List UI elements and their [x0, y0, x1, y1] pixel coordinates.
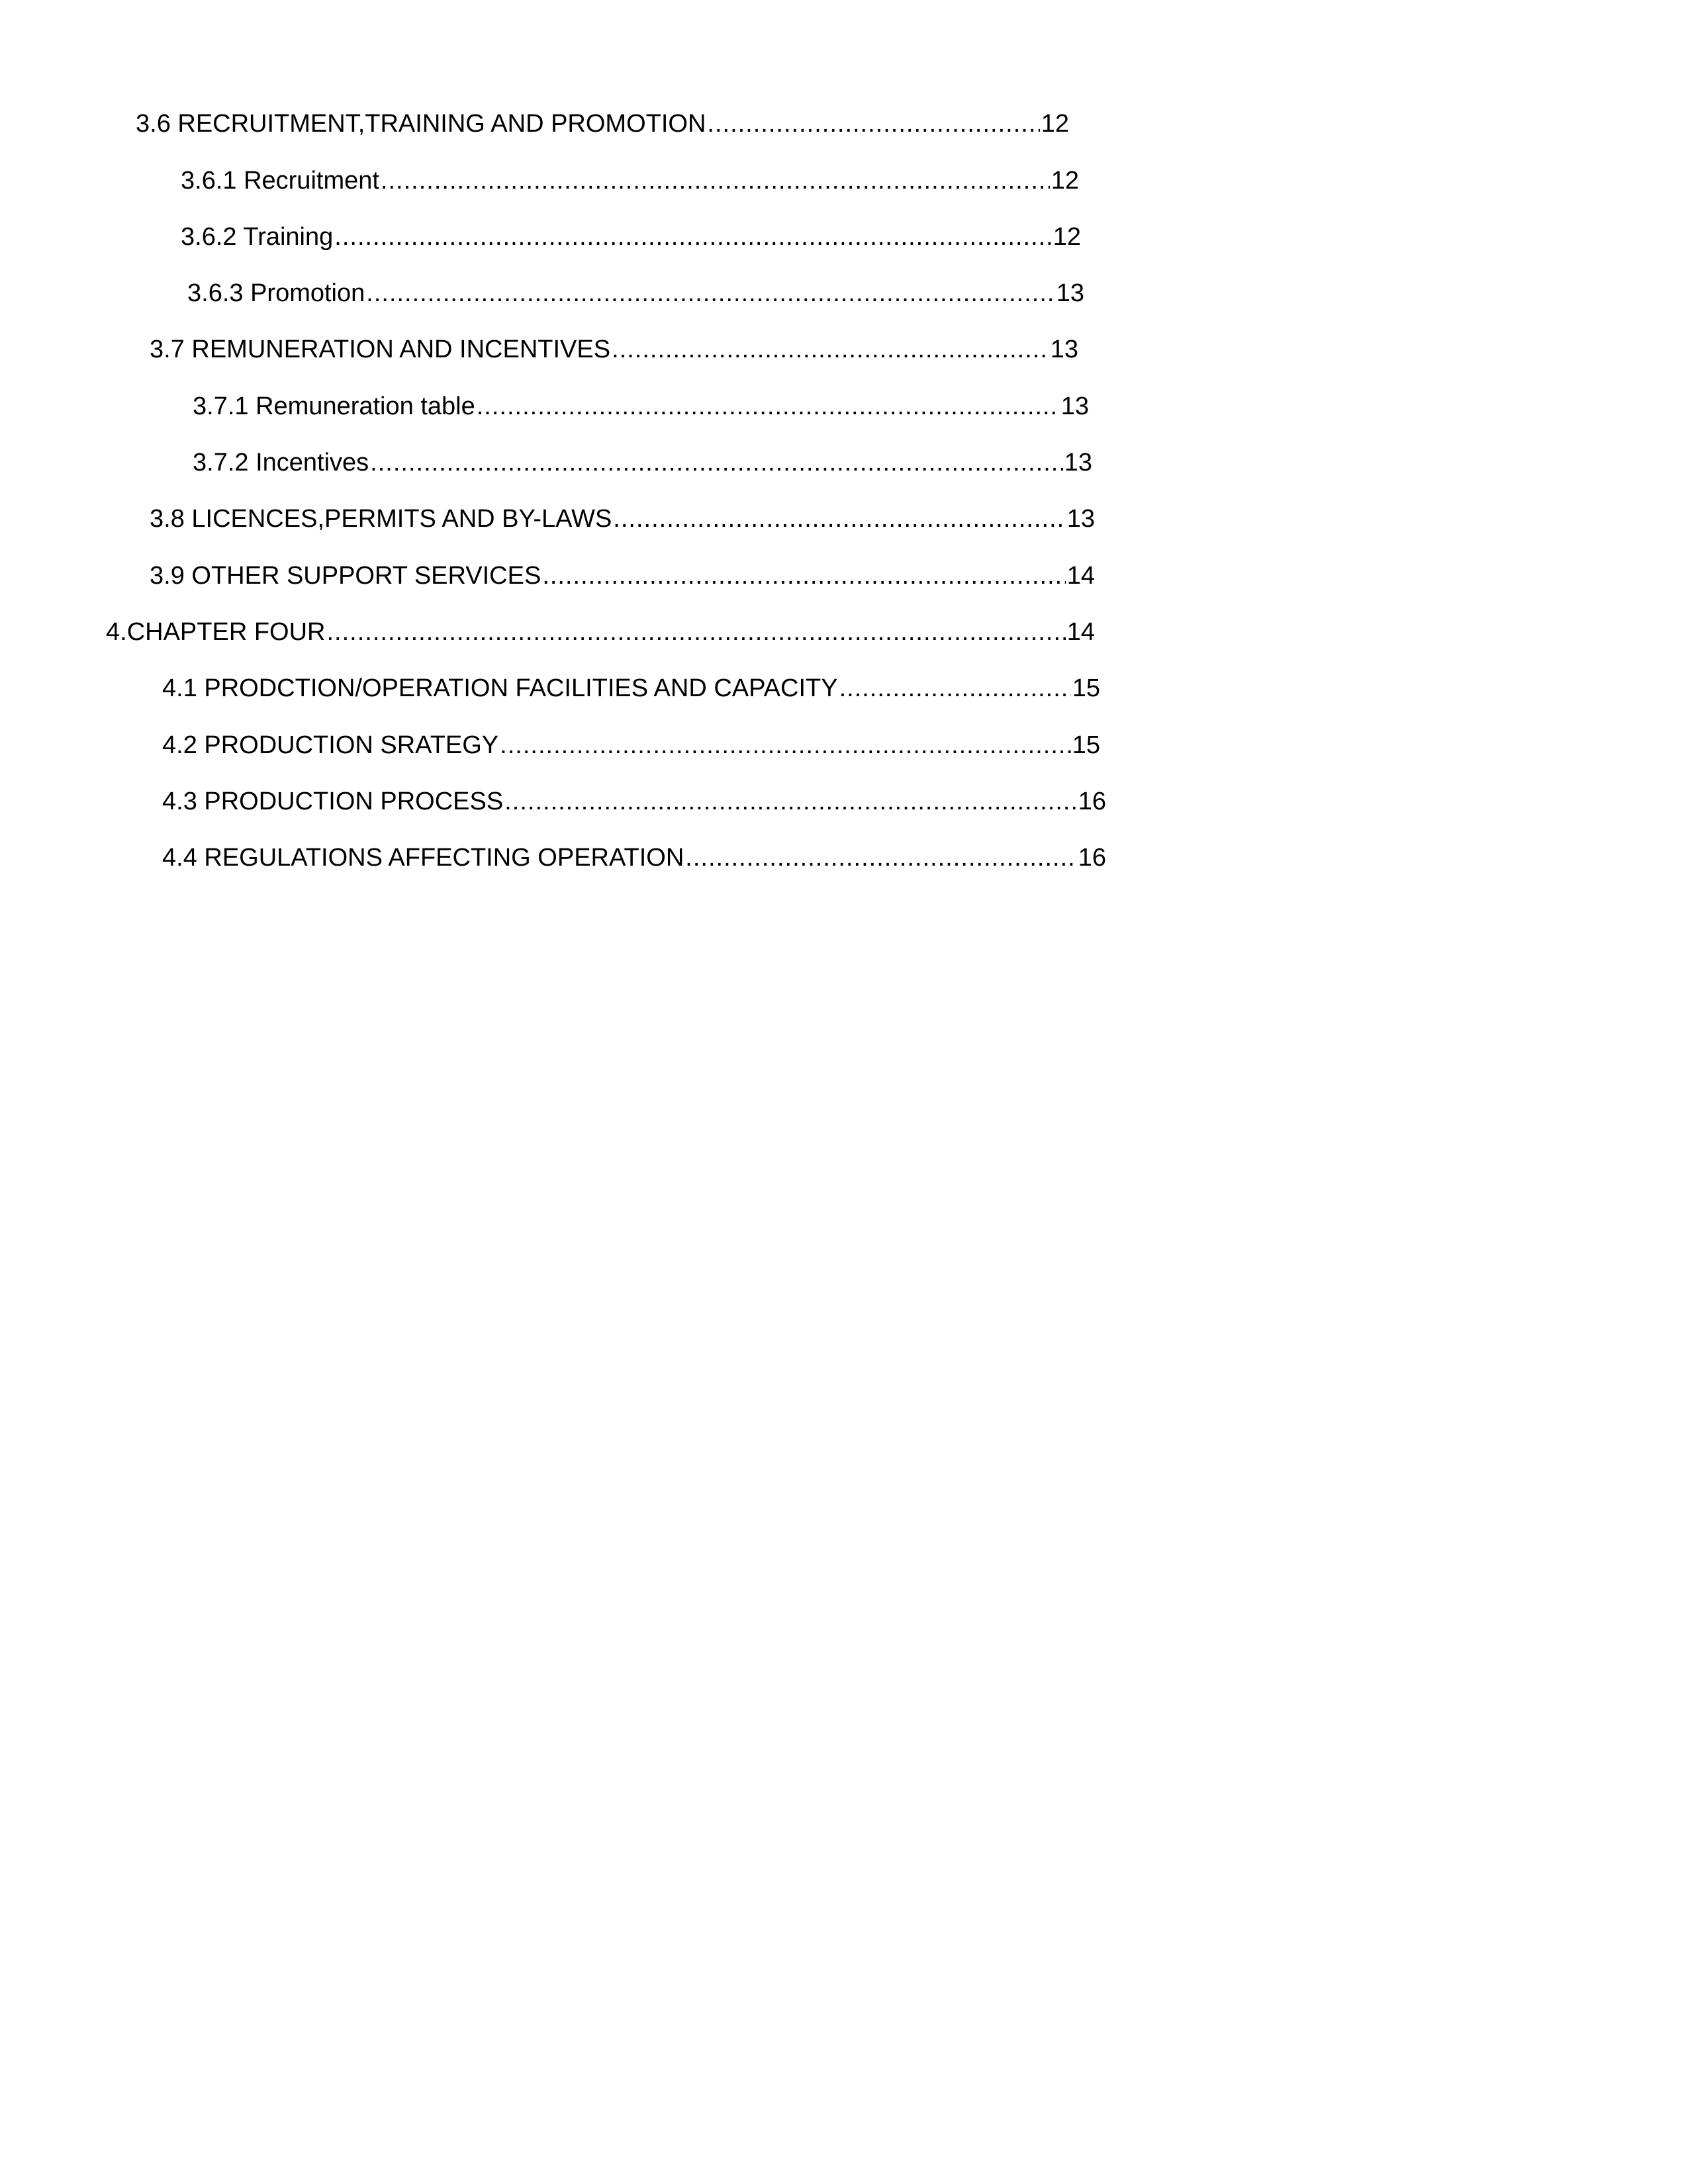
- toc-entry-label: 3.6 RECRUITMENT,TRAINING AND PROMOTION: [136, 110, 706, 138]
- toc-entry-4-3: [162, 785, 1106, 818]
- toc-entry-3-8: [150, 502, 1095, 535]
- toc-entry-3-7-2: [193, 446, 1092, 479]
- toc-dot-leader: [326, 615, 1065, 649]
- toc-page-number: 14: [1066, 562, 1095, 590]
- toc-entry-3-7-1: [193, 390, 1089, 423]
- toc-dot-leader: [542, 559, 1065, 592]
- toc-page-number: 12: [1053, 223, 1081, 251]
- toc-entry-chapter-four: [106, 615, 1095, 649]
- toc-page-number: 13: [1064, 449, 1092, 477]
- toc-entry-label: 3.9 OTHER SUPPORT SERVICES: [150, 562, 541, 590]
- toc-dot-leader: [839, 672, 1071, 705]
- toc-dot-leader: [381, 164, 1050, 197]
- toc-page-number: 15: [1072, 731, 1100, 759]
- toc-entry-3-9: [150, 559, 1095, 592]
- toc-page-number: 14: [1066, 618, 1095, 646]
- toc-page-number: 13: [1060, 392, 1089, 420]
- toc-entry-4-1: [162, 672, 1100, 705]
- toc-dot-leader: [613, 502, 1065, 535]
- toc-entry-3-6: [136, 107, 1069, 140]
- toc-entry-label: 3.7 REMUNERATION AND INCENTIVES: [150, 336, 611, 363]
- toc-dot-leader: [334, 220, 1051, 253]
- toc-entry-label: 3.6.2 Training: [181, 223, 334, 251]
- toc-dot-leader: [370, 446, 1063, 479]
- toc-dot-leader: [612, 333, 1049, 366]
- toc-entry-label: 3.6.1 Recruitment: [181, 167, 379, 195]
- toc-entry-label: 4.2 PRODUCTION SRATEGY: [162, 731, 499, 759]
- toc-entry-4-4: [162, 841, 1106, 874]
- toc-entry-label: 3.6.3 Promotion: [187, 279, 365, 307]
- toc-entry-label: 3.8 LICENCES,PERMITS AND BY-LAWS: [150, 505, 612, 533]
- toc-dot-leader: [477, 390, 1060, 423]
- toc-entry-label: 4.3 PRODUCTION PROCESS: [162, 788, 504, 815]
- toc-page-number: 13: [1056, 279, 1084, 307]
- toc-entry-label: 3.7.1 Remuneration table: [193, 392, 475, 420]
- toc-dot-leader: [685, 841, 1076, 874]
- toc-dot-leader: [500, 729, 1071, 762]
- table-of-contents: [0, 0, 1688, 927]
- toc-entry-3-7: [150, 333, 1078, 366]
- toc-entry-4-2: [162, 729, 1100, 762]
- toc-entry-label: 4.4 REGULATIONS AFFECTING OPERATION: [162, 844, 684, 872]
- toc-page-number: 15: [1072, 674, 1100, 702]
- toc-entry-3-6-2: [181, 220, 1081, 253]
- toc-entry-label: 3.7.2 Incentives: [193, 449, 369, 477]
- toc-entry-label: 4.1 PRODCTION/OPERATION FACILITIES AND CAPACITY: [162, 674, 838, 702]
- toc-page-number: 13: [1050, 336, 1078, 363]
- toc-page-number: 16: [1078, 844, 1106, 872]
- toc-entry-3-6-1: [181, 164, 1079, 197]
- toc-entry-label: 4.CHAPTER FOUR: [106, 618, 326, 646]
- toc-page-number: 12: [1041, 110, 1069, 138]
- toc-dot-leader: [366, 277, 1055, 310]
- toc-dot-leader: [504, 785, 1077, 818]
- toc-dot-leader: [707, 107, 1039, 140]
- toc-page-number: 13: [1066, 505, 1095, 533]
- toc-entry-3-6-3: [187, 277, 1084, 310]
- toc-page-number: 16: [1078, 788, 1106, 815]
- toc-page-number: 12: [1051, 167, 1079, 195]
